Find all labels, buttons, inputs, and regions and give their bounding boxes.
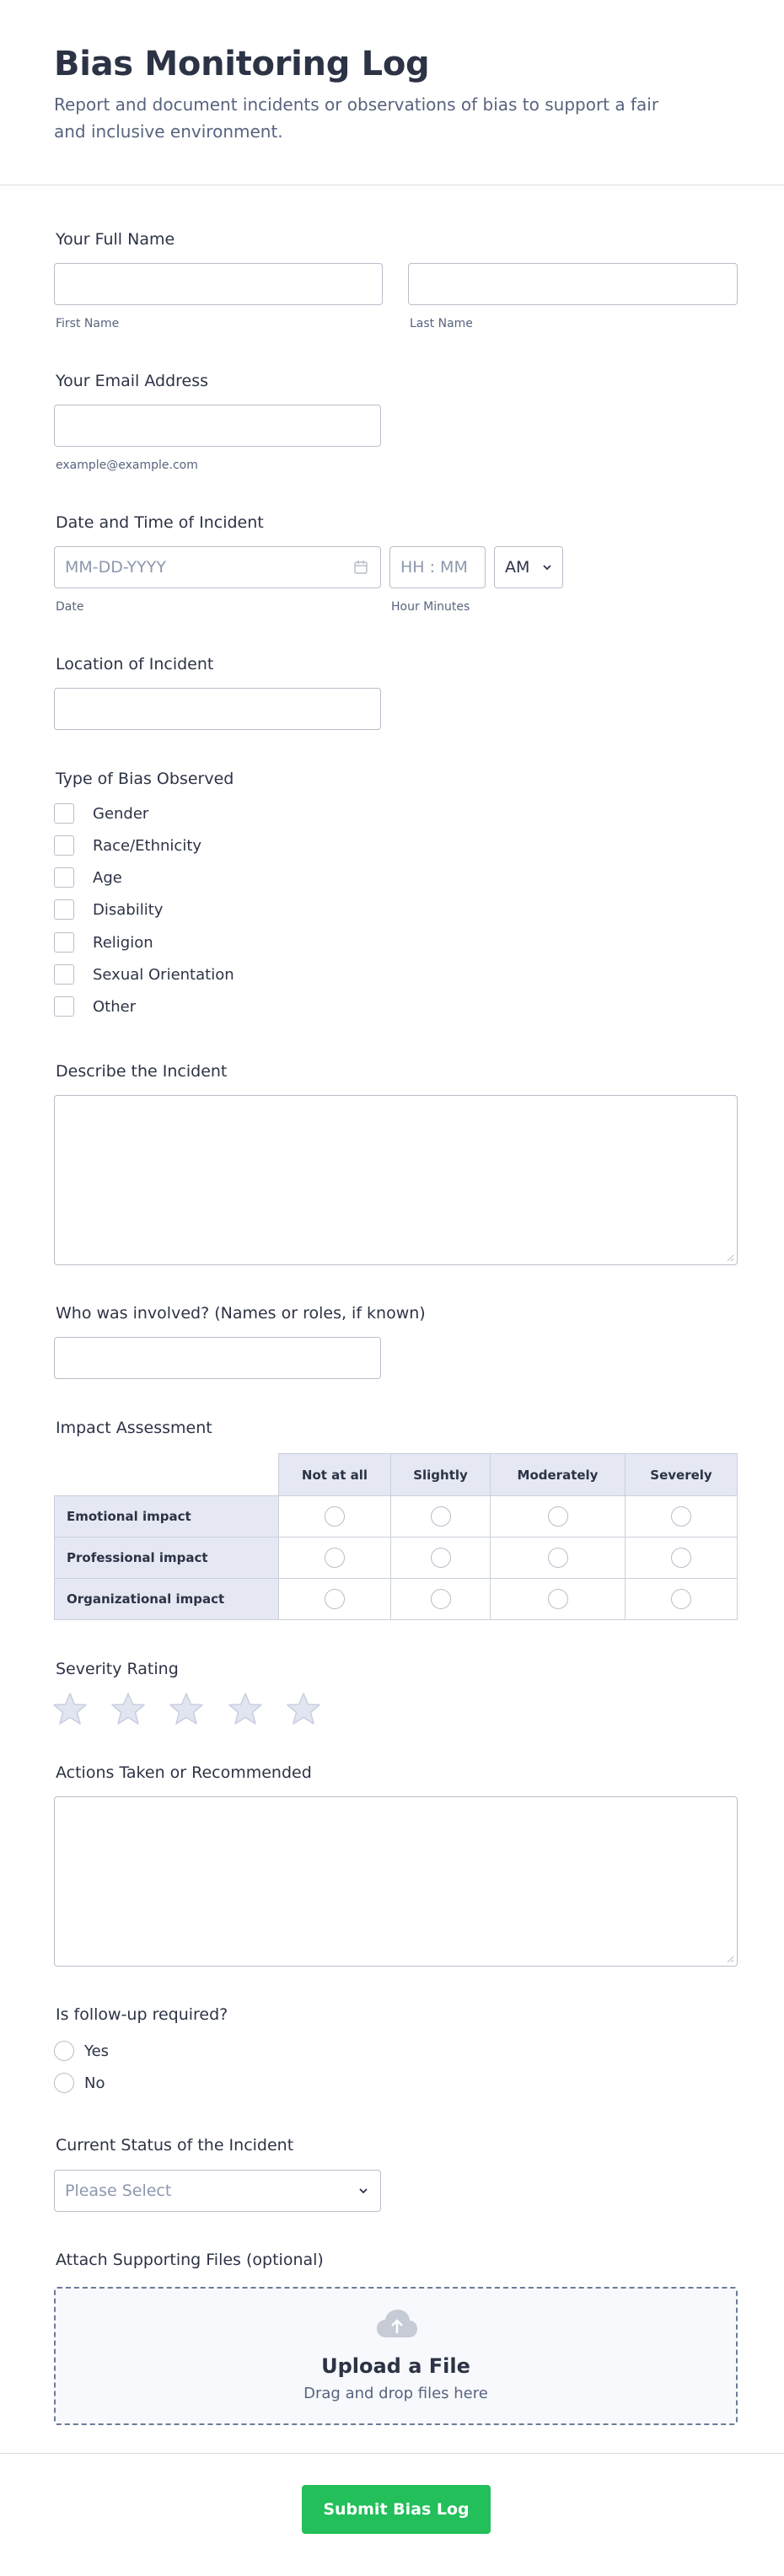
bias-checkbox[interactable] [54,803,74,824]
followup-option-label: No [84,2074,105,2092]
star-icon[interactable] [286,1692,321,1727]
bias-option[interactable] [54,801,148,826]
bias-checkbox[interactable] [54,996,74,1017]
bias-option[interactable] [54,930,153,955]
chevron-down-icon [542,563,552,572]
time-sublabel: Hour Minutes [391,600,470,614]
matrix-radio[interactable] [671,1589,691,1609]
email-input[interactable] [54,405,381,447]
file-upload-dropzone[interactable] [54,2287,738,2425]
matrix-row [55,1538,738,1579]
bias-option-label: Age [93,868,122,887]
followup-radio[interactable] [54,2041,74,2061]
time-input[interactable] [389,546,486,588]
last-name-input[interactable] [408,263,738,305]
matrix-radio[interactable] [548,1589,568,1609]
matrix-row-header: Professional impact [55,1538,279,1579]
date-placeholder: MM-DD-YYYY [65,558,166,577]
ampm-select[interactable] [494,546,563,588]
bias-option[interactable] [54,994,136,1019]
date-sublabel: Date [56,600,84,614]
involved-input[interactable] [54,1337,381,1379]
matrix-radio[interactable] [325,1506,345,1527]
matrix-row [55,1579,738,1620]
bias-option-label: Gender [93,804,149,823]
bias-checkbox[interactable] [54,932,74,953]
bias-option[interactable] [54,833,201,858]
actions-label: Actions Taken or Recommended [56,1763,312,1782]
location-label: Location of Incident [56,655,214,674]
followup-option-label: Yes [84,2042,110,2060]
page-title: Bias Monitoring Log [54,45,430,83]
describe-label: Describe the Incident [56,1062,228,1081]
status-select[interactable] [54,2170,381,2212]
matrix-col-header: Not at all [279,1454,391,1496]
resize-handle-icon[interactable] [726,1253,734,1262]
matrix-radio[interactable] [325,1589,345,1609]
bias-option-label: Disability [93,900,164,919]
upload-label: Attach Supporting Files (optional) [56,2251,324,2269]
chevron-down-icon [358,2187,368,2195]
last-name-sublabel: Last Name [410,317,473,330]
impact-label: Impact Assessment [56,1419,212,1437]
bias-checkbox[interactable] [54,867,74,888]
bias-option[interactable] [54,897,163,922]
matrix-radio[interactable] [548,1548,568,1568]
calendar-icon[interactable] [353,560,368,575]
followup-option-no[interactable] [54,2070,105,2096]
email-sublabel: example@example.com [56,459,198,472]
form-header [0,0,784,185]
bias-checkbox[interactable] [54,964,74,985]
footer-divider [0,2453,784,2454]
matrix-radio[interactable] [548,1506,568,1527]
first-name-sublabel: First Name [56,317,120,330]
describe-textarea[interactable] [54,1095,738,1265]
bias-type-label: Type of Bias Observed [56,770,234,788]
matrix-radio[interactable] [431,1589,451,1609]
matrix-radio[interactable] [671,1548,691,1568]
first-name-input[interactable] [54,263,383,305]
upload-hint: Drag and drop files here [303,2385,488,2402]
star-icon[interactable] [169,1692,204,1727]
date-input[interactable] [54,546,381,588]
bias-option-label: Religion [93,933,153,952]
impact-matrix [54,1453,738,1620]
matrix-radio[interactable] [325,1548,345,1568]
matrix-row-header: Emotional impact [55,1496,279,1538]
star-icon[interactable] [228,1692,263,1727]
status-label: Current Status of the Incident [56,2136,294,2155]
matrix-row [55,1496,738,1538]
actions-textarea[interactable] [54,1796,738,1967]
matrix-col-header: Severely [626,1454,738,1496]
severity-label: Severity Rating [56,1660,179,1678]
bias-option-label: Race/Ethnicity [93,836,202,855]
matrix-radio[interactable] [671,1506,691,1527]
bias-option-label: Sexual Orientation [93,965,234,984]
matrix-corner [55,1454,279,1496]
resize-handle-icon[interactable] [726,1955,734,1963]
star-icon[interactable] [110,1692,146,1727]
submit-button[interactable]: Submit Bias Log [302,2485,491,2534]
bias-option[interactable] [54,865,122,890]
matrix-row-header: Organizational impact [55,1579,279,1620]
bias-checkbox[interactable] [54,835,74,856]
followup-option-yes[interactable] [54,2038,109,2063]
followup-radio[interactable] [54,2073,74,2093]
followup-label: Is follow-up required? [56,2005,228,2024]
matrix-col-header: Moderately [491,1454,626,1496]
matrix-col-header: Slightly [391,1454,491,1496]
matrix-radio[interactable] [431,1548,451,1568]
bias-option[interactable] [54,962,234,987]
datetime-label: Date and Time of Incident [56,513,264,532]
bias-option-label: Other [93,997,137,1016]
time-placeholder: HH : MM [400,558,468,577]
email-label: Your Email Address [56,372,209,390]
matrix-radio[interactable] [431,1506,451,1527]
upload-title: Upload a File [321,2354,470,2378]
full-name-label: Your Full Name [56,230,175,249]
location-input[interactable] [54,688,381,730]
star-icon[interactable] [52,1692,88,1727]
status-placeholder: Please Select [65,2182,172,2200]
bias-checkbox[interactable] [54,899,74,920]
ampm-value: AM [505,558,530,577]
cloud-upload-icon [376,2309,418,2339]
involved-label: Who was involved? (Names or roles, if known) [56,1304,426,1323]
page-description: Report and document incidents or observations of bias to support a fair and inclusive environment. [54,94,659,142]
